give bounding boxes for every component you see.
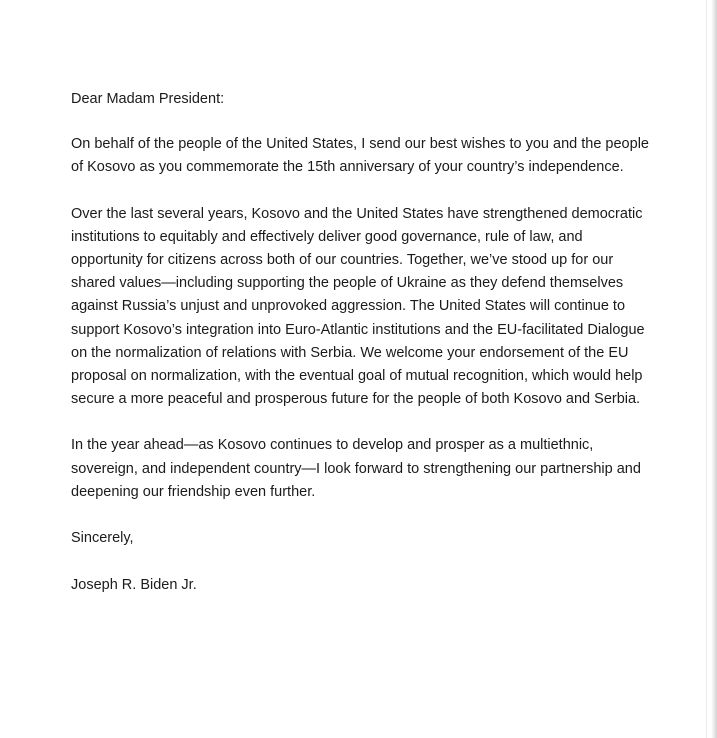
letter-closing: Sincerely, [71, 530, 134, 547]
letter-paragraph-3: In the year ahead—as Kosovo continues to develop and prosper as a multiethnic, sovereign, and independent country—I look forward to strengthening our partnership and deepening our friendship even further. [71, 437, 641, 500]
page-edge-line [706, 0, 707, 738]
letter-signature: Joseph R. Biden Jr. [71, 577, 197, 594]
letter-body [71, 88, 651, 597]
letter-paragraph-2: Over the last several years, Kosovo and the United States have strengthened democratic institutions to equitably and effectively deliver good governance, rule of law, and opportunity for citizens across both of our countries. Together, we’ve stood up for our shared values—including supporting the people of Ukraine as they defend themselves against Russia’s unjust and unprovoked aggression. The United States will continue to support Kosovo’s integration into Euro-Atlantic institutions and the EU-facilitated Dialogue on the normalization of relations with Serbia. We welcome your endorsement of the EU proposal on normalization, with the eventual goal of mutual recognition, which would help secure a more peaceful and prosperous future for the people of both Kosovo and Serbia. [71, 205, 645, 408]
letter-paragraph-1: On behalf of the people of the United States, I send our best wishes to you and the people of Kosovo as you commemorate the 15th anniversary of your country’s independence. [71, 136, 649, 176]
page-edge-shadow [711, 0, 717, 738]
letter-salutation: Dear Madam President: [71, 91, 225, 107]
